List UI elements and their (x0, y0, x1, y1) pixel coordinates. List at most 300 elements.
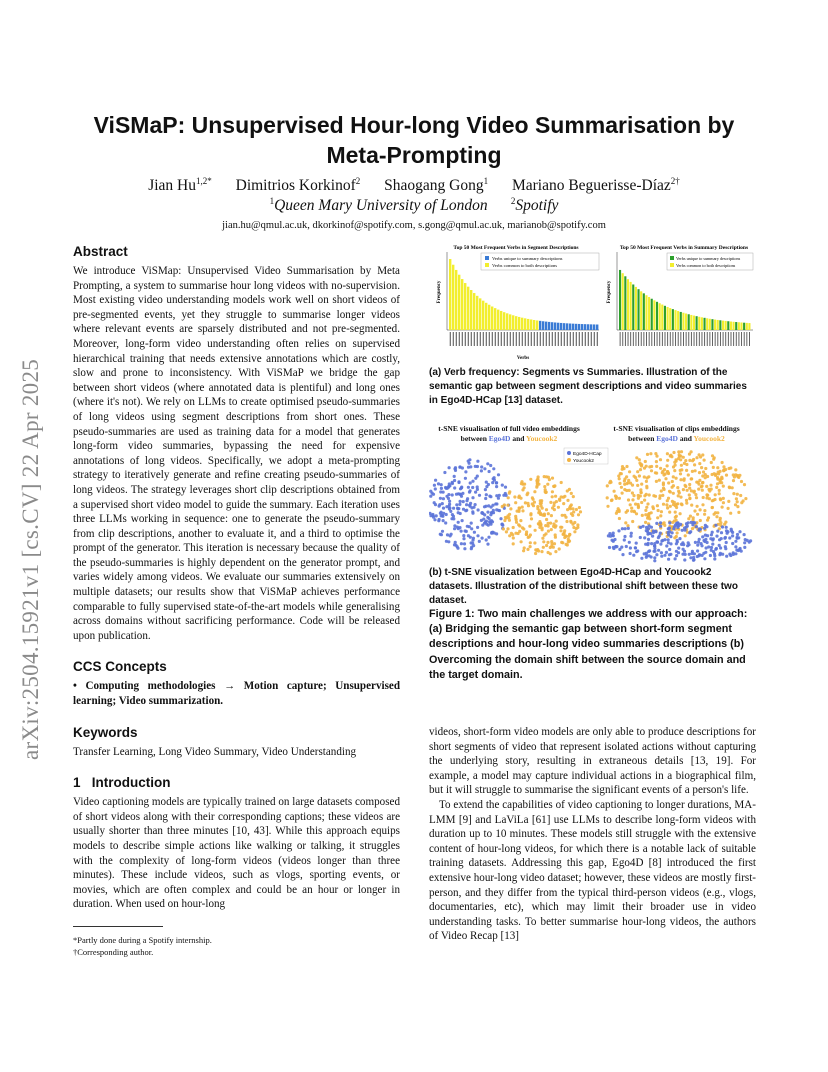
scatter-point (643, 552, 646, 555)
scatter-point (640, 491, 643, 494)
scatter-point (682, 488, 685, 491)
scatter-point (655, 480, 658, 483)
scatter-point (508, 492, 511, 495)
scatter-point (617, 474, 620, 477)
bar (677, 311, 679, 330)
scatter-point (429, 490, 432, 493)
bar (685, 314, 687, 330)
scatter-point (614, 545, 617, 548)
scatter-point (608, 532, 611, 535)
scatter-point (719, 517, 722, 520)
scatter-point (669, 454, 672, 457)
scatter-point (560, 526, 563, 529)
tick-label (549, 332, 550, 346)
bar (488, 305, 490, 330)
legend-label-unique: Verbs unique to summary descriptions (492, 256, 563, 261)
scatter-point (552, 546, 555, 549)
bar (527, 319, 529, 330)
scatter-point (572, 495, 575, 498)
scatter-point (477, 508, 480, 511)
scatter-point (537, 549, 540, 552)
scatter-point (667, 533, 670, 536)
affiliation-mark: 2 (510, 196, 516, 206)
author-name: Shaogang Gong (384, 177, 484, 195)
bar (667, 307, 669, 330)
scatter-point (743, 533, 746, 536)
tick-label (667, 332, 668, 346)
tick-label (465, 332, 466, 346)
tsne-between: between (460, 434, 487, 443)
scatter-point (440, 511, 443, 514)
scatter-point (568, 540, 571, 543)
scatter-point (451, 513, 454, 516)
tick-label (588, 332, 589, 346)
scatter-point (514, 517, 517, 520)
scatter-point (686, 525, 689, 528)
bar (690, 315, 692, 330)
scatter-point (631, 484, 634, 487)
scatter-point (693, 463, 696, 466)
scatter-point (468, 525, 471, 528)
scatter-point (667, 481, 670, 484)
scatter-point (676, 539, 679, 542)
scatter-point (497, 473, 500, 476)
scatter-point (696, 544, 699, 547)
scatter-point (442, 507, 445, 510)
bar (698, 317, 700, 330)
scatter-point (721, 525, 724, 528)
scatter-point (543, 485, 546, 488)
tick-label (450, 332, 451, 346)
tick-label (683, 332, 684, 346)
tick-label (625, 332, 626, 346)
scatter-point (612, 534, 615, 537)
tick-label (628, 332, 629, 346)
scatter-point (668, 548, 671, 551)
scatter-point (743, 546, 746, 549)
footnote-2: †Corresponding author. (73, 946, 154, 957)
bar (464, 283, 466, 330)
scatter-point (645, 556, 648, 559)
scatter-point (655, 522, 658, 525)
scatter-point (669, 505, 672, 508)
scatter-point (681, 553, 684, 556)
bar (542, 321, 544, 330)
scatter-point (712, 550, 715, 553)
scatter-point (732, 553, 735, 556)
bar (706, 318, 708, 330)
scatter-point (710, 546, 713, 549)
scatter-point (513, 495, 516, 498)
scatter-point (623, 535, 626, 538)
scatter-point (732, 473, 735, 476)
tick-label (591, 332, 592, 346)
affiliation-name: Queen Mary University of London (274, 197, 488, 215)
scatter-point (562, 533, 565, 536)
scatter-point (539, 512, 542, 515)
tick-label (738, 332, 739, 346)
scatter-point (520, 540, 523, 543)
scatter-point (512, 526, 515, 529)
scatter-point (629, 503, 632, 506)
scatter-point (492, 467, 495, 470)
scatter-point (525, 533, 528, 536)
scatter-point (657, 509, 660, 512)
scatter-point (512, 536, 515, 539)
author-affil-mark: 1,2* (196, 176, 212, 186)
bar (593, 324, 595, 330)
bar (596, 325, 598, 330)
scatter-point (483, 513, 486, 516)
scatter-point (502, 527, 505, 530)
scatter-point (618, 497, 621, 500)
legend-label-unique: Verbs unique to summary descriptions (676, 256, 741, 261)
bar (645, 295, 647, 330)
scatter-point (703, 509, 706, 512)
scatter-point (614, 494, 617, 497)
scatter-point (701, 489, 704, 492)
tick-label (564, 332, 565, 346)
keywords-heading: Keywords (73, 724, 138, 740)
scatter-point (547, 512, 550, 515)
scatter-point (569, 507, 572, 510)
scatter-point (665, 551, 668, 554)
scatter-point (537, 475, 540, 478)
scatter-point (634, 503, 637, 506)
legend-label-common: Verbs common to both descriptions (492, 263, 558, 268)
scatter-point (707, 488, 710, 491)
scatter-point (540, 550, 543, 553)
scatter-point (688, 493, 691, 496)
scatter-point (534, 529, 537, 532)
scatter-point (566, 543, 569, 546)
scatter-point (460, 495, 463, 498)
scatter-point (664, 477, 667, 480)
scatter-point (448, 466, 451, 469)
scatter-point (628, 489, 631, 492)
scatter-point (712, 466, 715, 469)
bar (566, 323, 568, 330)
scatter-point (720, 531, 723, 534)
scatter-point (688, 459, 691, 462)
bar (637, 289, 639, 330)
scatter-point (486, 511, 489, 514)
scatter-point (666, 452, 669, 455)
arxiv-identifier: arXiv:2504.15921v1 [cs.CV] 22 Apr 2025 (18, 358, 43, 760)
tick-label (558, 332, 559, 346)
author (384, 177, 488, 194)
scatter-point (558, 499, 561, 502)
scatter-point (470, 527, 473, 530)
scatter-point (505, 516, 508, 519)
scatter-point (463, 547, 466, 550)
scatter-point (541, 528, 544, 531)
scatter-point (648, 465, 651, 468)
segment-chart-title: Top 50 Most Frequent Verbs in Segment Descriptions (453, 245, 579, 251)
legend-swatch-common (485, 263, 489, 267)
scatter-point (662, 503, 665, 506)
scatter-point (577, 513, 580, 516)
scatter-point (471, 486, 474, 489)
scatter-point (481, 537, 484, 540)
scatter-point (654, 530, 657, 533)
scatter-point (453, 543, 456, 546)
scatter-point (676, 526, 679, 529)
tick-label (582, 332, 583, 346)
scatter-point (457, 492, 460, 495)
tick-label (670, 332, 671, 346)
summary-bars (619, 270, 750, 330)
scatter-point (699, 508, 702, 511)
bar (461, 279, 463, 330)
scatter-point (679, 512, 682, 515)
scatter-point (649, 452, 652, 455)
left-column (73, 244, 400, 912)
scatter-point (744, 538, 747, 541)
scatter-point (631, 520, 634, 523)
scatter-point (669, 490, 672, 493)
scatter-point (727, 500, 730, 503)
scatter-point (643, 494, 646, 497)
scatter-point (623, 538, 626, 541)
tick-label (659, 332, 660, 346)
tick-label (620, 332, 621, 346)
scatter-point (474, 465, 477, 468)
scatter-point (729, 466, 732, 469)
scatter-point (639, 488, 642, 491)
scatter-point (716, 530, 719, 533)
scatter-point (440, 483, 443, 486)
scatter-point (660, 489, 663, 492)
bar (680, 312, 682, 330)
tick-label (749, 332, 750, 346)
scatter-point (566, 499, 569, 502)
scatter-point (462, 500, 465, 503)
scatter-point (694, 469, 697, 472)
scatter-point (701, 481, 704, 484)
scatter-point (726, 530, 729, 533)
tick-label (641, 332, 642, 346)
figure-1a-charts (429, 242, 756, 364)
tick-label (480, 332, 481, 346)
title-line-1: ViSMaP: Unsupervised Hour-long Video Summarisation by (93, 112, 735, 138)
scatter-point (538, 523, 541, 526)
tsne-right-title (597, 424, 756, 444)
scatter-point (453, 527, 456, 530)
scatter-point (533, 490, 536, 493)
scatter-point (606, 496, 609, 499)
tick-label (638, 332, 639, 346)
scatter-point (647, 538, 650, 541)
abstract-text: We introduce ViSMap: Unsupervised Video Summarisation by Meta Prompting, a system to summarise hour long videos with no-supervision. Most existing video understanding models work well on short videos of pre-segmented events, yet they struggle to summarise longer videos where relevant events are sparsely distributed and not pre-segmented. Moreover, long-form video understanding often relies on supervised hierarchical training that needs extensive annotations which are costly, slow and prone to inconsistency. With ViSMaP we bridge the gap between short videos (where annotated data is plentiful) and long ones (where it's not). We rely on LLMs to create optimised pseudo-summaries of long videos using segment descriptions from short ones. These pseudo-summaries are used as training data for a model that generates long-form video summaries, bypassing the need for expensive annotations of long videos. Specifically, we adopt a meta-prompting strategy to iteratively generate and refine creating pseudo-summaries of long videos. The strategy leverages short clip descriptions obtained from a supervised short video model to guide the summary. Each iteration uses three LLMs working in sequence: one to generate the pseudo-summary from clip descriptions, another to evaluate it, and a third to optimise the prompt of the generator. This iteration is necessary because the quality of the pseudo-summaries is highly dependent on the generator prompt, and varies widely among videos. We evaluate our summaries extensively on multiple datasets; our results show that ViSMaP achieves performance comparable to fully supervised state-of-the-art models while generalising across domains without sacrificing performance. Code will be released upon publication. (73, 265, 400, 642)
scatter-point (625, 511, 628, 514)
scatter-point (608, 481, 611, 484)
scatter-point (470, 547, 473, 550)
scatter-point (517, 510, 520, 513)
bar (569, 324, 571, 330)
scatter-point (505, 494, 508, 497)
title-line-2: Meta-Prompting (326, 142, 502, 168)
scatter-point (655, 553, 658, 556)
scatter-point (451, 493, 454, 496)
scatter-point (722, 501, 725, 504)
tick-label (680, 332, 681, 346)
scatter-point (703, 459, 706, 462)
scatter-point (492, 477, 495, 480)
scatter-point (629, 546, 632, 549)
scatter-point (476, 534, 479, 537)
scatter-point (684, 459, 687, 462)
scatter-point (710, 461, 713, 464)
scatter-point (680, 464, 683, 467)
scatter-point (638, 462, 641, 465)
bar (533, 320, 535, 330)
scatter-point (628, 541, 631, 544)
scatter-point (669, 553, 672, 556)
scatter-point (636, 484, 639, 487)
scatter-point (518, 524, 521, 527)
scatter-point (646, 476, 649, 479)
scatter-point (434, 487, 437, 490)
scatter-point (627, 498, 630, 501)
scatter-point (625, 545, 628, 548)
scatter-point (495, 532, 498, 535)
scatter-point (555, 520, 558, 523)
scatter-point (646, 453, 649, 456)
tick-label (688, 332, 689, 346)
scatter-point (459, 512, 462, 515)
scatter-point (506, 527, 509, 530)
scatter-point (665, 544, 668, 547)
scatter-point (697, 540, 700, 543)
scatter-point (658, 497, 661, 500)
tsne-left-title (429, 424, 589, 444)
bar (512, 315, 514, 330)
segment-x-label: Verbs (516, 356, 530, 361)
scatter-point (713, 557, 716, 560)
scatter-point (688, 497, 691, 500)
tick-label (728, 332, 729, 346)
scatter-point (625, 465, 628, 468)
figure-1b-caption: (b) t-SNE visualization between Ego4D-HCap and Youcook2 datasets. Illustration of the distributional shift between these two dataset. (429, 567, 738, 606)
scatter-point (629, 535, 632, 538)
scatter-point (698, 462, 701, 465)
scatter-point (662, 473, 665, 476)
scatter-point (722, 497, 725, 500)
scatter-point (736, 537, 739, 540)
scatter-point (661, 494, 664, 497)
scatter-point (680, 468, 683, 471)
scatter-point (546, 483, 549, 486)
scatter-point (578, 506, 581, 509)
scatter-point (643, 475, 646, 478)
tick-label (675, 332, 676, 346)
scatter-point (538, 526, 541, 529)
scatter-point (453, 475, 456, 478)
bar (521, 318, 523, 330)
scatter-point (658, 479, 661, 482)
affiliations (80, 196, 748, 215)
scatter-point (634, 546, 637, 549)
tick-label (507, 332, 508, 346)
scatter-point (480, 519, 483, 522)
scatter-point (474, 477, 477, 480)
scatter-point (699, 455, 702, 458)
scatter-point (648, 549, 651, 552)
tick-label (696, 332, 697, 346)
scatter-point (490, 511, 493, 514)
bar (735, 322, 737, 330)
scatter-point (667, 497, 670, 500)
scatter-point (633, 510, 636, 513)
introduction-text-right (429, 725, 756, 944)
scatter-point (725, 541, 728, 544)
scatter-point (617, 529, 620, 532)
scatter-point (451, 481, 454, 484)
scatter-point (660, 555, 663, 558)
scatter-point (720, 537, 723, 540)
scatter-point (498, 494, 501, 497)
bar (624, 276, 626, 330)
tick-label (686, 332, 687, 346)
scatter-point (483, 467, 486, 470)
scatter-point (488, 517, 491, 520)
scatter-point (716, 478, 719, 481)
scatter-point (685, 502, 688, 505)
scatter-point (659, 514, 662, 517)
scatter-point (445, 505, 448, 508)
scatter-point (685, 469, 688, 472)
scatter-point (644, 509, 647, 512)
bar (719, 320, 721, 330)
scatter-point (536, 507, 539, 510)
tick-label (567, 332, 568, 346)
scatter-point (488, 495, 491, 498)
scatter-point (521, 483, 524, 486)
scatter-point (457, 521, 460, 524)
scatter-point (488, 470, 491, 473)
scatter-point (533, 541, 536, 544)
scatter-point (713, 513, 716, 516)
scatter-point (455, 503, 458, 506)
scatter-point (559, 529, 562, 532)
scatter-point (736, 533, 739, 536)
tick-label (489, 332, 490, 346)
bar (575, 324, 577, 330)
bar (661, 305, 663, 330)
tsne-legend-ego: Ego4D-HCap (573, 452, 602, 457)
scatter-point (740, 480, 743, 483)
scatter-point (478, 540, 481, 543)
scatter-point (703, 513, 706, 516)
scatter-point (702, 496, 705, 499)
footnote-rule (73, 926, 163, 927)
scatter-point (719, 478, 722, 481)
tsne-legend-dot-you (567, 458, 571, 462)
tick-label (495, 332, 496, 346)
scatter-point (698, 538, 701, 541)
scatter-point (716, 482, 719, 485)
bar (619, 270, 621, 330)
tick-label (678, 332, 679, 346)
scatter-point (711, 454, 714, 457)
tick-label (519, 332, 520, 346)
scatter-point (459, 500, 462, 503)
tick-label (594, 332, 595, 346)
scatter-point (620, 486, 623, 489)
scatter-point (532, 504, 535, 507)
scatter-point (686, 544, 689, 547)
